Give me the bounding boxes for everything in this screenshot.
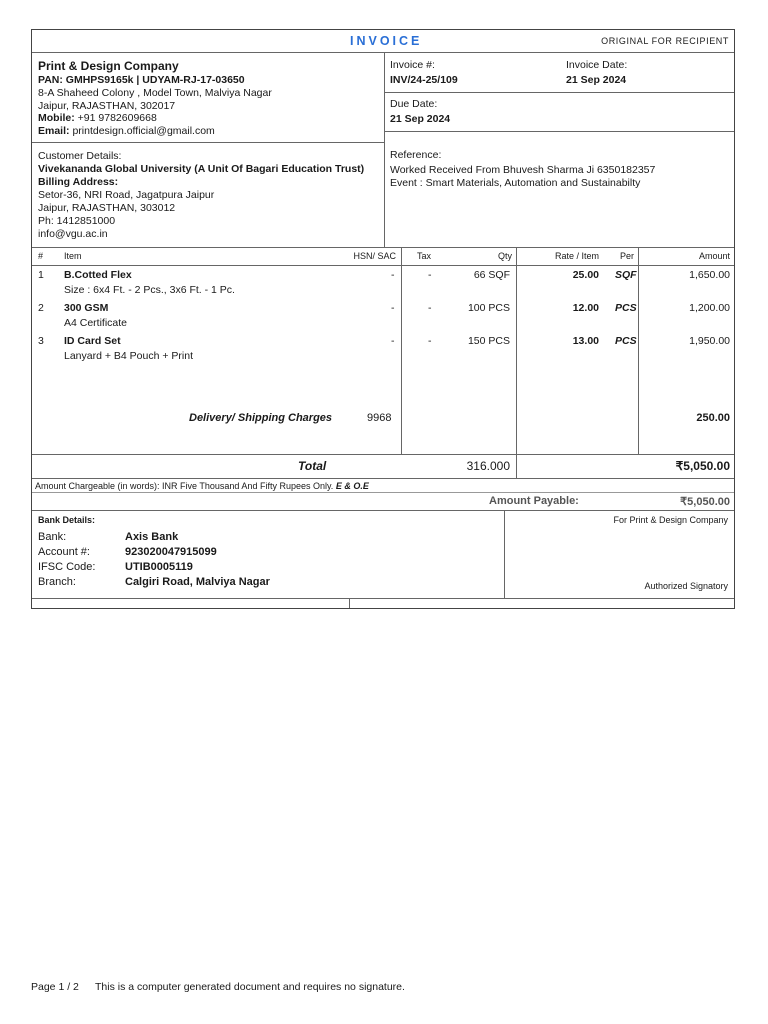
divider	[638, 247, 639, 454]
row-3-amount: 1,950.00	[689, 335, 730, 347]
page-number: Page 1 / 2	[31, 981, 79, 993]
customer-email: info@vgu.ac.in	[38, 228, 108, 240]
bank-title: Bank Details:	[38, 515, 96, 525]
reference-line-2: Event : Smart Materials, Automation and Sustainabilty	[390, 177, 641, 189]
divider	[32, 265, 734, 266]
row-2-rate: 12.00	[572, 302, 599, 314]
row-1-hsn: -	[391, 269, 395, 281]
divider	[384, 92, 734, 93]
divider	[349, 598, 350, 608]
divider	[32, 247, 734, 248]
row-2-item: 300 GSM	[64, 302, 109, 314]
customer-label: Customer Details:	[38, 150, 122, 162]
divider	[401, 247, 402, 454]
row-1-qty: 66 SQF	[473, 269, 510, 281]
row-2-qty: 100 PCS	[467, 302, 510, 314]
invoice-document	[31, 29, 735, 609]
invoice-number: INV/24-25/109	[390, 74, 458, 86]
amount-payable-label: Amount Payable:	[489, 495, 579, 507]
shipping-code: 9968	[367, 412, 392, 424]
row-3-rate: 13.00	[572, 335, 599, 347]
invoice-date-label: Invoice Date:	[566, 59, 628, 71]
total-qty: 316.000	[466, 459, 510, 473]
invoice-number-label: Invoice #:	[390, 59, 435, 71]
customer-address-2: Jaipur, RAJASTHAN, 303012	[38, 202, 176, 214]
row-2-amount: 1,200.00	[689, 302, 730, 314]
ifsc-code: UTIB0005119	[125, 561, 193, 573]
shipping-label: Delivery/ Shipping Charges	[189, 412, 333, 424]
divider	[516, 247, 517, 454]
account-number: 923020047915099	[125, 546, 217, 558]
branch-name: Calgiri Road, Malviya Nagar	[125, 576, 270, 588]
row-1-rate: 25.00	[572, 269, 599, 281]
signature-company: For Print & Design Company	[613, 515, 728, 525]
col-header-num: #	[38, 251, 44, 261]
col-header-item: Item	[64, 251, 82, 261]
authorized-signatory: Authorized Signatory	[644, 581, 728, 591]
seller-address-1: 8-A Shaheed Colony , Model Town, Malviya Nagar	[38, 87, 272, 99]
row-2-desc: A4 Certificate	[64, 317, 128, 329]
row-3-per: PCS	[615, 335, 637, 347]
divider	[32, 142, 384, 143]
bank-name: Axis Bank	[125, 531, 179, 543]
customer-name: Vivekananda Global University (A Unit Of Bagari Education Trust)	[38, 163, 365, 175]
row-1-tax: -	[428, 269, 432, 281]
row-1-item: B.Cotted Flex	[64, 269, 132, 281]
ifsc-label: IFSC Code:	[38, 561, 96, 573]
divider	[32, 454, 734, 455]
row-3-qty: 150 PCS	[467, 335, 510, 347]
seller-address-2: Jaipur, RAJASTHAN, 302017	[38, 100, 176, 112]
row-1-per: SQF	[615, 269, 637, 281]
divider	[32, 52, 734, 53]
col-header-hsn: HSN/ SAC	[353, 251, 396, 261]
divider	[32, 492, 734, 493]
divider	[32, 510, 734, 511]
reference-line-1: Worked Received From Bhuvesh Sharma Ji 6350182357	[390, 164, 656, 176]
seller-email: Email: printdesign.official@gmail.com	[38, 125, 215, 137]
shipping-amount: 250.00	[696, 412, 730, 424]
col-header-rate: Rate / Item	[554, 251, 599, 261]
divider	[504, 510, 505, 598]
row-1-desc: Size : 6x4 Ft. - 2 Pcs., 3x6 Ft. - 1 Pc.	[64, 284, 235, 296]
invoice-date: 21 Sep 2024	[566, 74, 627, 86]
divider	[384, 52, 385, 247]
seller-mobile: Mobile: +91 9782609668	[38, 112, 157, 124]
row-3-hsn: -	[391, 335, 395, 347]
account-label: Account #:	[38, 546, 90, 558]
row-1-num: 1	[38, 269, 44, 281]
footer-note: This is a computer generated document and requires no signature.	[95, 981, 405, 993]
due-date-label: Due Date:	[390, 98, 438, 110]
row-2-tax: -	[428, 302, 432, 314]
row-2-per: PCS	[615, 302, 637, 314]
row-2-num: 2	[38, 302, 44, 314]
col-header-per: Per	[620, 251, 635, 261]
divider	[32, 598, 734, 599]
row-3-desc: Lanyard + B4 Pouch + Print	[64, 350, 193, 362]
row-3-item: ID Card Set	[64, 335, 121, 347]
seller-pan: PAN: GMHPS9165k | UDYAM-RJ-17-03650	[38, 74, 245, 86]
amount-in-words: Amount Chargeable (in words): INR Five Thousand And Fifty Rupees Only. E & O.E	[35, 481, 369, 491]
row-3-tax: -	[428, 335, 432, 347]
invoice-title: INVOICE	[350, 34, 423, 48]
total-label: Total	[298, 459, 327, 473]
col-header-tax: Tax	[417, 251, 432, 261]
col-header-amount: Amount	[698, 251, 730, 261]
seller-name: Print & Design Company	[38, 59, 179, 73]
col-header-qty: Qty	[497, 251, 512, 261]
divider	[32, 478, 734, 479]
row-3-num: 3	[38, 335, 44, 347]
branch-label: Branch:	[38, 576, 76, 588]
customer-address-1: Setor-36, NRI Road, Jagatpura Jaipur	[38, 189, 215, 201]
reference-label: Reference:	[390, 149, 442, 161]
billing-label: Billing Address:	[38, 176, 119, 188]
bank-label: Bank:	[38, 531, 67, 543]
row-2-hsn: -	[391, 302, 395, 314]
divider	[384, 131, 734, 132]
row-1-amount: 1,650.00	[689, 269, 730, 281]
total-amount: ₹5,050.00	[675, 459, 730, 473]
amount-payable-value: ₹5,050.00	[680, 496, 730, 508]
divider	[516, 454, 517, 478]
copy-label: ORIGINAL FOR RECIPIENT	[601, 36, 729, 46]
customer-phone: Ph: 1412851000	[38, 215, 116, 227]
due-date: 21 Sep 2024	[390, 113, 451, 125]
